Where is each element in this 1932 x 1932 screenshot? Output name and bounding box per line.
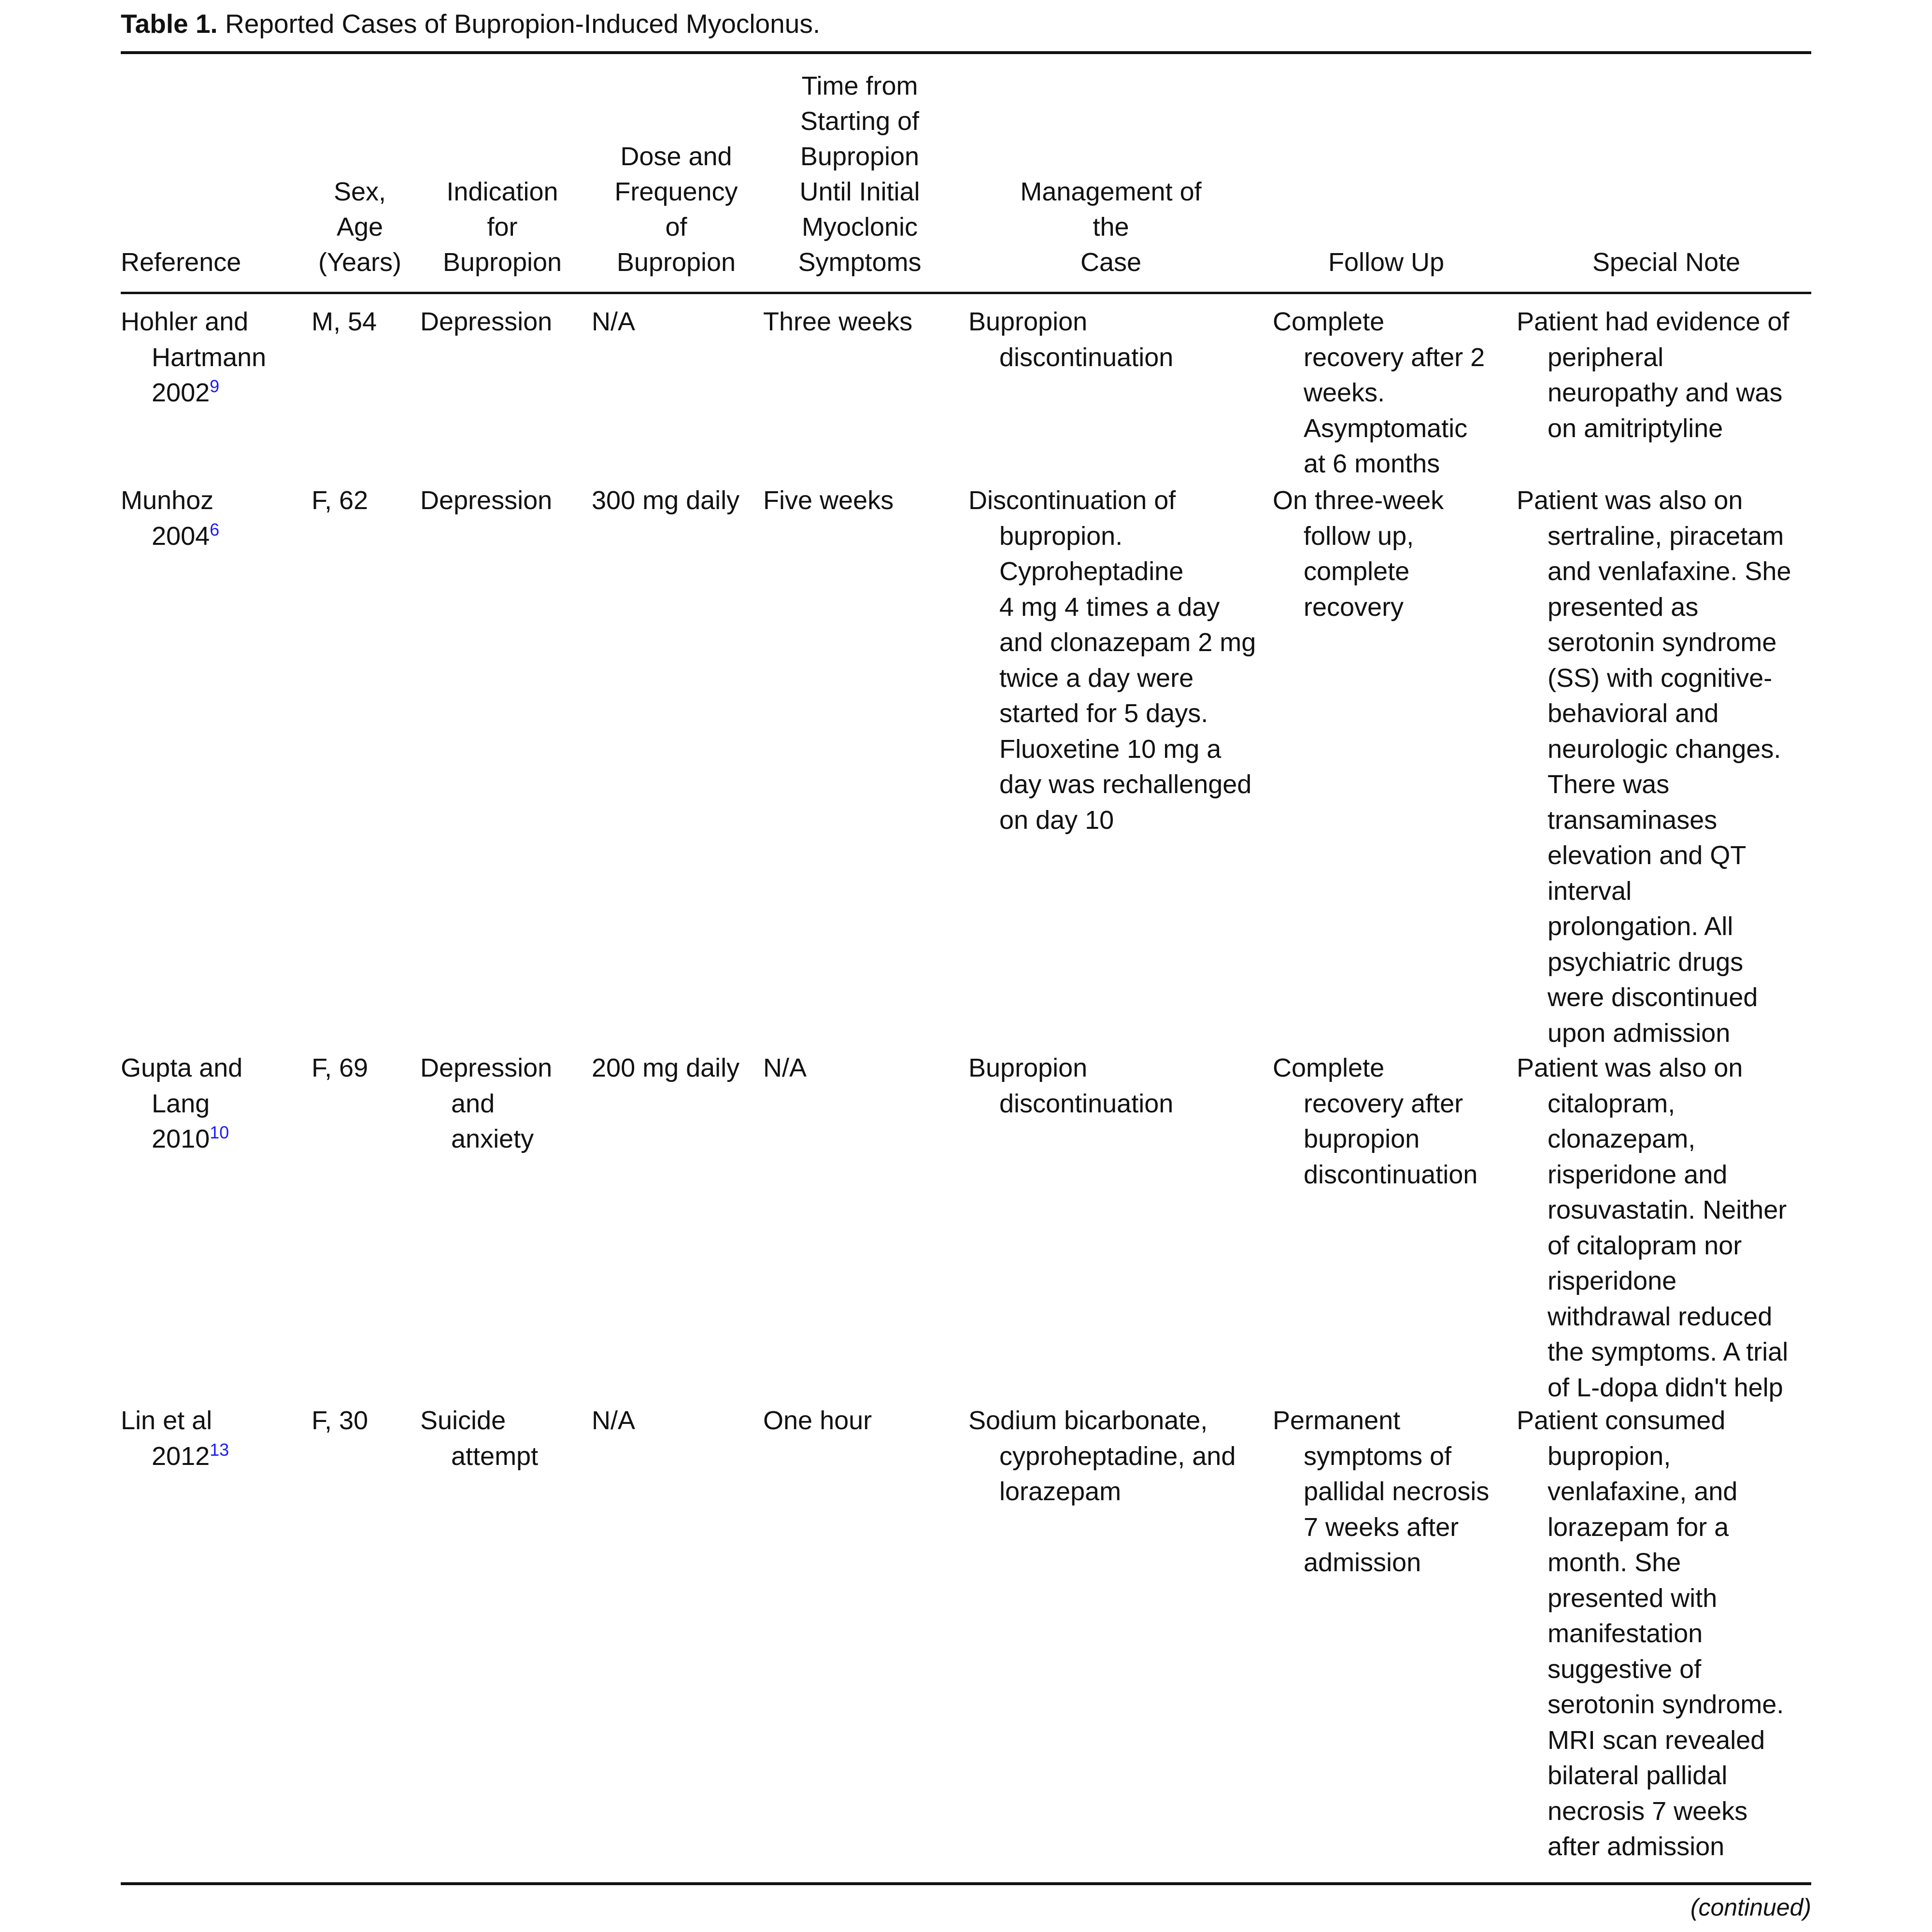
cell-line: withdrawal reduced: [1548, 1302, 1773, 1331]
cell-line: neurologic changes.: [1548, 734, 1781, 764]
cell-line: risperidone: [1548, 1266, 1677, 1295]
cell-note: [1517, 1403, 1816, 1865]
cell-line: admission: [1304, 1548, 1421, 1577]
reference-year-line: [121, 1439, 304, 1475]
cell-line: citalopram,: [1548, 1089, 1676, 1118]
cell-line: lorazepam: [999, 1477, 1122, 1506]
reference-author: Hartmann: [152, 342, 267, 372]
cell-line: month. She: [1548, 1548, 1681, 1577]
cell-line: presented as: [1548, 592, 1699, 622]
cell-indication: [420, 1403, 575, 1474]
cell-indication: [420, 1051, 575, 1157]
cell-line: Cyproheptadine: [999, 557, 1184, 586]
cell-line: Complete: [1273, 1053, 1385, 1082]
cell-line: MRI scan revealed: [1548, 1725, 1765, 1755]
cell-dose: [592, 1403, 756, 1439]
bottom-rule: [121, 1882, 1811, 1885]
cell-reference: [121, 1403, 304, 1474]
cell-line: 200 mg daily: [592, 1053, 740, 1082]
cell-line: of citalopram nor: [1548, 1231, 1742, 1260]
reference-year: 2010: [152, 1124, 210, 1153]
cell-line: clonazepam,: [1548, 1124, 1696, 1153]
cell-line: Patient was also on: [1517, 486, 1743, 515]
cell-line: twice a day were: [999, 663, 1194, 693]
cell-line: transaminases: [1548, 805, 1718, 835]
cell-line: risperidone and: [1548, 1160, 1728, 1189]
cell-line: follow up,: [1304, 521, 1414, 551]
citation-link[interactable]: 10: [210, 1122, 229, 1142]
header-line: Symptoms: [798, 248, 922, 277]
cell-line: and venlafaxine. She: [1548, 557, 1791, 586]
cell-line: Discontinuation of: [968, 486, 1176, 515]
reference-year: 2004: [152, 521, 210, 551]
header-line: Case: [1080, 248, 1142, 277]
cell-line: Suicide: [420, 1406, 506, 1435]
cell-line: Fluoxetine 10 mg a: [999, 734, 1222, 764]
cell-indication: [420, 304, 575, 340]
header-line: Special Note: [1592, 248, 1741, 277]
cell-management: [968, 1403, 1278, 1510]
cell-line: necrosis 7 weeks: [1548, 1796, 1748, 1826]
cell-line: M, 54: [312, 307, 377, 336]
cell-follow-up: [1273, 1403, 1509, 1581]
header-line: Follow Up: [1328, 248, 1445, 277]
header-note: [1555, 68, 1777, 280]
cell-line: symptoms of: [1304, 1441, 1452, 1471]
header-line: Starting of: [800, 107, 920, 136]
cell-line: N/A: [592, 307, 636, 336]
cell-reference: [121, 304, 304, 411]
citation-link[interactable]: 13: [210, 1439, 229, 1460]
cell-line: cyproheptadine, and: [999, 1441, 1236, 1471]
table-label: Table 1.: [121, 9, 218, 39]
cell-line: elevation and QT: [1548, 841, 1747, 870]
cell-line: F, 30: [312, 1406, 369, 1435]
cell-line: started for 5 days.: [999, 699, 1208, 728]
top-rule: [121, 51, 1811, 54]
cell-line: Three weeks: [763, 307, 913, 336]
cell-management: [968, 1051, 1278, 1122]
cell-line: Patient consumed: [1517, 1406, 1726, 1435]
cell-line: and clonazepam 2 mg: [999, 628, 1256, 657]
cell-line: presented with: [1548, 1583, 1718, 1613]
cell-line: Bupropion: [968, 1053, 1088, 1082]
cell-note: [1517, 1051, 1816, 1406]
header-follow-up: [1275, 68, 1497, 280]
reference-author: Munhoz: [121, 486, 214, 515]
cell-line: serotonin syndrome.: [1548, 1690, 1784, 1719]
reference-year: 2012: [152, 1441, 210, 1471]
cell-line: neuropathy and was: [1548, 378, 1783, 407]
cell-note: [1517, 304, 1816, 446]
cell-line: serotonin syndrome: [1548, 628, 1777, 657]
cell-line: attempt: [451, 1441, 539, 1471]
cell-line: rosuvastatin. Neither: [1548, 1195, 1787, 1224]
reference-author: Hohler and: [121, 307, 249, 336]
cell-line: 7 weeks after: [1304, 1512, 1459, 1542]
cell-dose: [592, 483, 756, 519]
cell-line: Sodium bicarbonate,: [968, 1406, 1208, 1435]
cell-line: recovery after: [1304, 1089, 1463, 1118]
cell-sex-age: [312, 1051, 408, 1086]
cell-line: There was: [1548, 770, 1670, 799]
header-line: Frequency: [614, 177, 738, 206]
citation-link[interactable]: 6: [210, 519, 220, 540]
cell-line: discontinuation: [1304, 1160, 1478, 1189]
header-line: Reference: [121, 248, 242, 277]
header-time: [749, 68, 971, 280]
cell-line: and: [451, 1089, 495, 1118]
cell-sex-age: [312, 304, 408, 340]
cell-line: F, 69: [312, 1053, 369, 1082]
cell-line: day was rechallenged: [999, 770, 1252, 799]
cell-line: venlafaxine, and: [1548, 1477, 1738, 1506]
cell-reference: [121, 483, 304, 554]
cell-time: [763, 1403, 952, 1439]
header-line: Indication: [446, 177, 558, 206]
header-line: (Years): [318, 248, 402, 277]
cell-line: Depression: [420, 486, 553, 515]
cell-line: Permanent: [1273, 1406, 1401, 1435]
cell-line: bupropion,: [1548, 1441, 1671, 1471]
cell-line: suggestive of: [1548, 1654, 1702, 1684]
header-line: Bupropion: [616, 248, 736, 277]
cell-line: F, 62: [312, 486, 369, 515]
cell-line: lorazepam for a: [1548, 1512, 1729, 1542]
cell-line: psychiatric drugs: [1548, 947, 1744, 977]
header-line: Management of the: [1020, 177, 1202, 242]
cell-line: peripheral: [1548, 342, 1664, 372]
header-line: of: [665, 213, 687, 242]
cell-sex-age: [312, 483, 408, 519]
reference-author: Lin et al: [121, 1406, 213, 1435]
cell-time: [763, 483, 952, 519]
cell-line: Five weeks: [763, 486, 894, 515]
cell-line: Depression: [420, 1053, 553, 1082]
cell-reference: [121, 1051, 304, 1157]
cell-line: were discontinued: [1548, 983, 1758, 1012]
header-rule: [121, 292, 1811, 294]
cell-follow-up: [1273, 1051, 1509, 1193]
cell-sex-age: [312, 1403, 408, 1439]
cell-line: Depression: [420, 307, 553, 336]
cell-line: the symptoms. A trial: [1548, 1337, 1789, 1366]
continued-note: (continued): [1690, 1894, 1811, 1921]
cell-line: complete: [1304, 557, 1410, 586]
header-line: Age: [336, 213, 384, 242]
cell-line: Asymptomatic: [1304, 413, 1468, 443]
reference-author: Gupta and: [121, 1053, 243, 1082]
cell-line: Patient had evidence of: [1517, 307, 1790, 336]
cell-line: recovery: [1304, 592, 1404, 622]
cell-management: [968, 483, 1278, 838]
cell-line: after admission: [1548, 1832, 1725, 1861]
header-line: Bupropion: [442, 248, 562, 277]
table-caption: [121, 7, 820, 41]
cell-line: N/A: [763, 1053, 807, 1082]
header-line: Myoclonic: [801, 213, 918, 242]
cell-line: recovery after 2: [1304, 342, 1485, 372]
cell-line: Bupropion: [968, 307, 1088, 336]
cell-line: bupropion: [1304, 1124, 1420, 1153]
table-title: Reported Cases of Bupropion-Induced Myoclonus.: [225, 9, 821, 39]
cell-note: [1517, 483, 1816, 1051]
cell-line: bilateral pallidal: [1548, 1761, 1728, 1790]
cell-time: [763, 304, 952, 340]
reference-author: Lang: [152, 1089, 210, 1118]
cell-line: behavioral and: [1548, 699, 1719, 728]
reference-year-line: [121, 375, 304, 411]
cell-line: manifestation: [1548, 1619, 1703, 1648]
header-line: Bupropion: [800, 142, 920, 171]
cell-line: weeks.: [1304, 378, 1385, 407]
cell-line: discontinuation: [999, 342, 1174, 372]
cell-follow-up: [1273, 304, 1509, 482]
reference-year-line: [121, 1122, 304, 1157]
cell-line: One hour: [763, 1406, 872, 1435]
reference-year: 2002: [152, 378, 210, 407]
cell-line: on amitriptyline: [1548, 413, 1723, 443]
cell-line: on day 10: [999, 805, 1114, 835]
header-line: for: [487, 213, 518, 242]
cell-line: N/A: [592, 1406, 636, 1435]
cell-line: On three-week: [1273, 486, 1444, 515]
cell-line: (SS) with cognitive-: [1548, 663, 1773, 693]
cell-line: at 6 months: [1304, 449, 1440, 478]
cell-indication: [420, 483, 575, 519]
cell-follow-up: [1273, 483, 1509, 625]
cell-line: anxiety: [451, 1124, 534, 1153]
citation-link[interactable]: 9: [210, 376, 220, 396]
cell-line: pallidal necrosis: [1304, 1477, 1490, 1506]
cell-line: of L-dopa didn't help: [1548, 1373, 1783, 1402]
header-line: Time from: [801, 71, 918, 100]
cell-line: bupropion.: [999, 521, 1123, 551]
header-management: [1000, 68, 1222, 280]
header-line: Until Initial: [799, 177, 920, 206]
cell-line: Complete: [1273, 307, 1385, 336]
cell-line: upon admission: [1548, 1018, 1731, 1048]
cell-line: sertraline, piracetam: [1548, 521, 1784, 551]
header-line: Sex,: [333, 177, 386, 206]
header-line: Dose and: [620, 142, 732, 171]
cell-management: [968, 304, 1278, 375]
cell-line: 300 mg daily: [592, 486, 740, 515]
cell-line: discontinuation: [999, 1089, 1174, 1118]
cell-line: Patient was also on: [1517, 1053, 1743, 1082]
cell-dose: [592, 304, 756, 340]
cell-line: 4 mg 4 times a day: [999, 592, 1220, 622]
cell-dose: [592, 1051, 756, 1086]
cell-line: interval: [1548, 876, 1632, 906]
cell-time: [763, 1051, 952, 1086]
cell-line: prolongation. All: [1548, 912, 1733, 941]
reference-year-line: [121, 519, 304, 554]
